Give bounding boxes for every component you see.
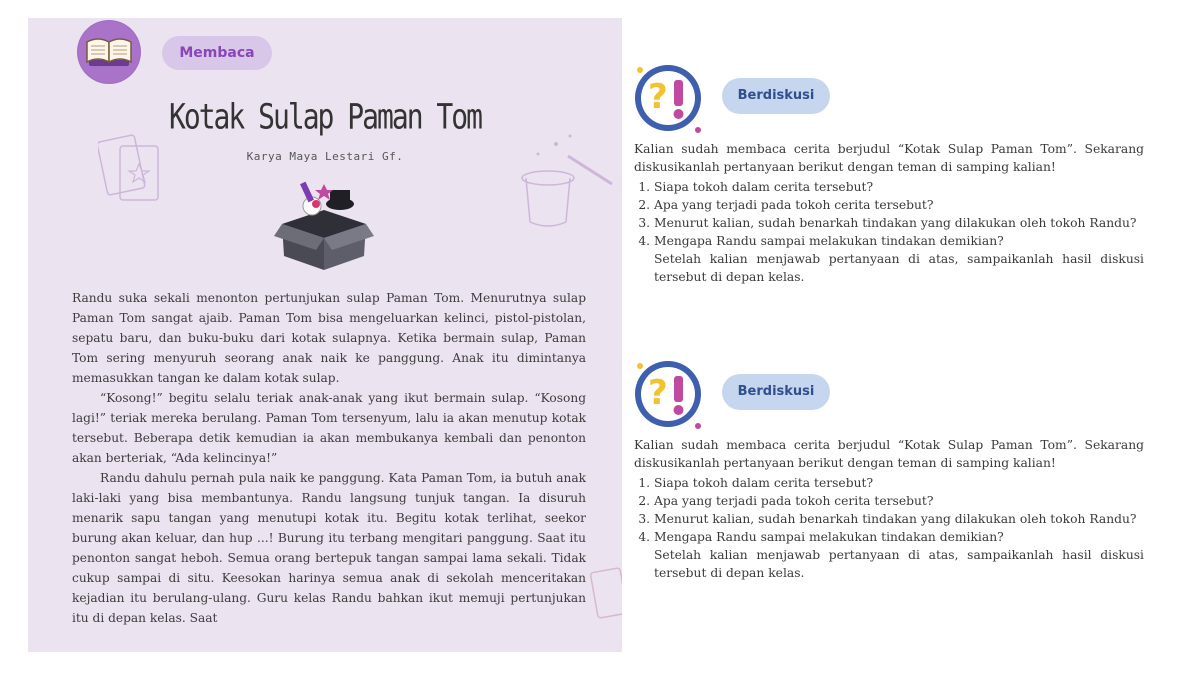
magic-box-icon <box>274 180 374 272</box>
discussion-content <box>634 140 1144 286</box>
section-label-membaca: Membaca <box>162 36 272 70</box>
magic-hat-icon <box>508 126 618 236</box>
question-item: 2. Apa yang terjadi pada tokoh cerita tersebut? <box>654 196 1144 214</box>
story-title: Kotak Sulap Paman Tom <box>168 95 481 138</box>
section-label-berdiskusi: Berdiskusi <box>722 374 830 410</box>
question-item: 3. Menurut kalian, sudah benarkah tindakan yang dilakukan oleh tokoh Randu? <box>654 214 1144 232</box>
story-paragraph: “Kosong!” begitu selalu teriak anak-anak yang ikut bermain sulap. “Kosong lagi!” teriak mereka berulang. Paman Tom tersenyum, lalu ia akan menutup kotak tersebut. Beberapa detik kemudian ia akan membukanya kembali dan penonton akan berteriak, “Ada kelincinya!” <box>72 391 586 465</box>
question-exclamation-icon <box>634 356 708 432</box>
story-author: Karya Maya Lestari Gf. <box>246 150 404 163</box>
question-exclamation-icon <box>634 60 708 136</box>
story-text <box>72 288 586 628</box>
discussion-closing: Setelah kalian menjawab pertanyaan di atas, sampaikanlah hasil diskusi tersebut di depan kelas. <box>654 548 1144 580</box>
question-item: 2. Apa yang terjadi pada tokoh cerita tersebut? <box>654 492 1144 510</box>
question-item: 4. Mengapa Randu sampai melakukan tindakan demikian? <box>654 232 1144 250</box>
reading-page <box>28 18 622 652</box>
question-item: 1. Siapa tokoh dalam cerita tersebut? <box>654 178 1144 196</box>
question-list <box>634 178 1144 250</box>
playing-card-icon <box>590 564 622 624</box>
question-item: 4. Mengapa Randu sampai melakukan tindakan demikian? <box>654 528 1144 546</box>
discussion-intro: Kalian sudah membaca cerita berjudul “Kotak Sulap Paman Tom”. Sekarang diskusikanlah pertanyaan berikut dengan teman di samping kalian! <box>634 142 1144 174</box>
discussion-intro: Kalian sudah membaca cerita berjudul “Kotak Sulap Paman Tom”. Sekarang diskusikanlah pertanyaan berikut dengan teman di samping kalian! <box>634 438 1144 470</box>
story-paragraph: Randu dahulu pernah pula naik ke panggung. Kata Paman Tom, ia butuh anak laki-laki yang bisa membantunya. Randu langsung tunjuk tangan. Ia disuruh menarik sapu tangan yang menutupi kotak itu. Begitu kotak terlihat, seekor burung akan keluar, dan hup ...! Burung itu terbang mengitari panggung. Saat itu penonton sangat heboh. Semua orang bertepuk tangan sampai lama sekali. Tidak cukup sampai di situ. Keesokan harinya semua anak di sekolah menceritakan kejadian itu berulang-ulang. Guru kelas Randu bahkan ikut memuji pertunjukan itu di depan kelas. Saat <box>72 471 586 625</box>
playing-cards-icon <box>98 128 168 218</box>
discussion-content <box>634 436 1144 582</box>
discussion-closing: Setelah kalian menjawab pertanyaan di atas, sampaikanlah hasil diskusi tersebut di depan kelas. <box>654 252 1144 284</box>
story-paragraph: Randu suka sekali menonton pertunjukan sulap Paman Tom. Menurutnya sulap Paman Tom sangat ajaib. Paman Tom bisa mengeluarkan kelinci, pistol-pistolan, sepatu baru, dan buku-buku dari kotak sulapnya. Ketika bermain sulap, Paman Tom sering menyuruh seorang anak naik ke panggung. Anak itu dimintanya memasukkan tangan ke dalam kotak sulap. <box>72 291 586 385</box>
open-book-icon <box>77 20 141 84</box>
section-label-berdiskusi: Berdiskusi <box>722 78 830 114</box>
svg-text:?: ? <box>648 373 668 413</box>
question-list <box>634 474 1144 546</box>
question-item: 3. Menurut kalian, sudah benarkah tindakan yang dilakukan oleh tokoh Randu? <box>654 510 1144 528</box>
question-item: 1. Siapa tokoh dalam cerita tersebut? <box>654 474 1144 492</box>
svg-text:?: ? <box>648 77 668 117</box>
